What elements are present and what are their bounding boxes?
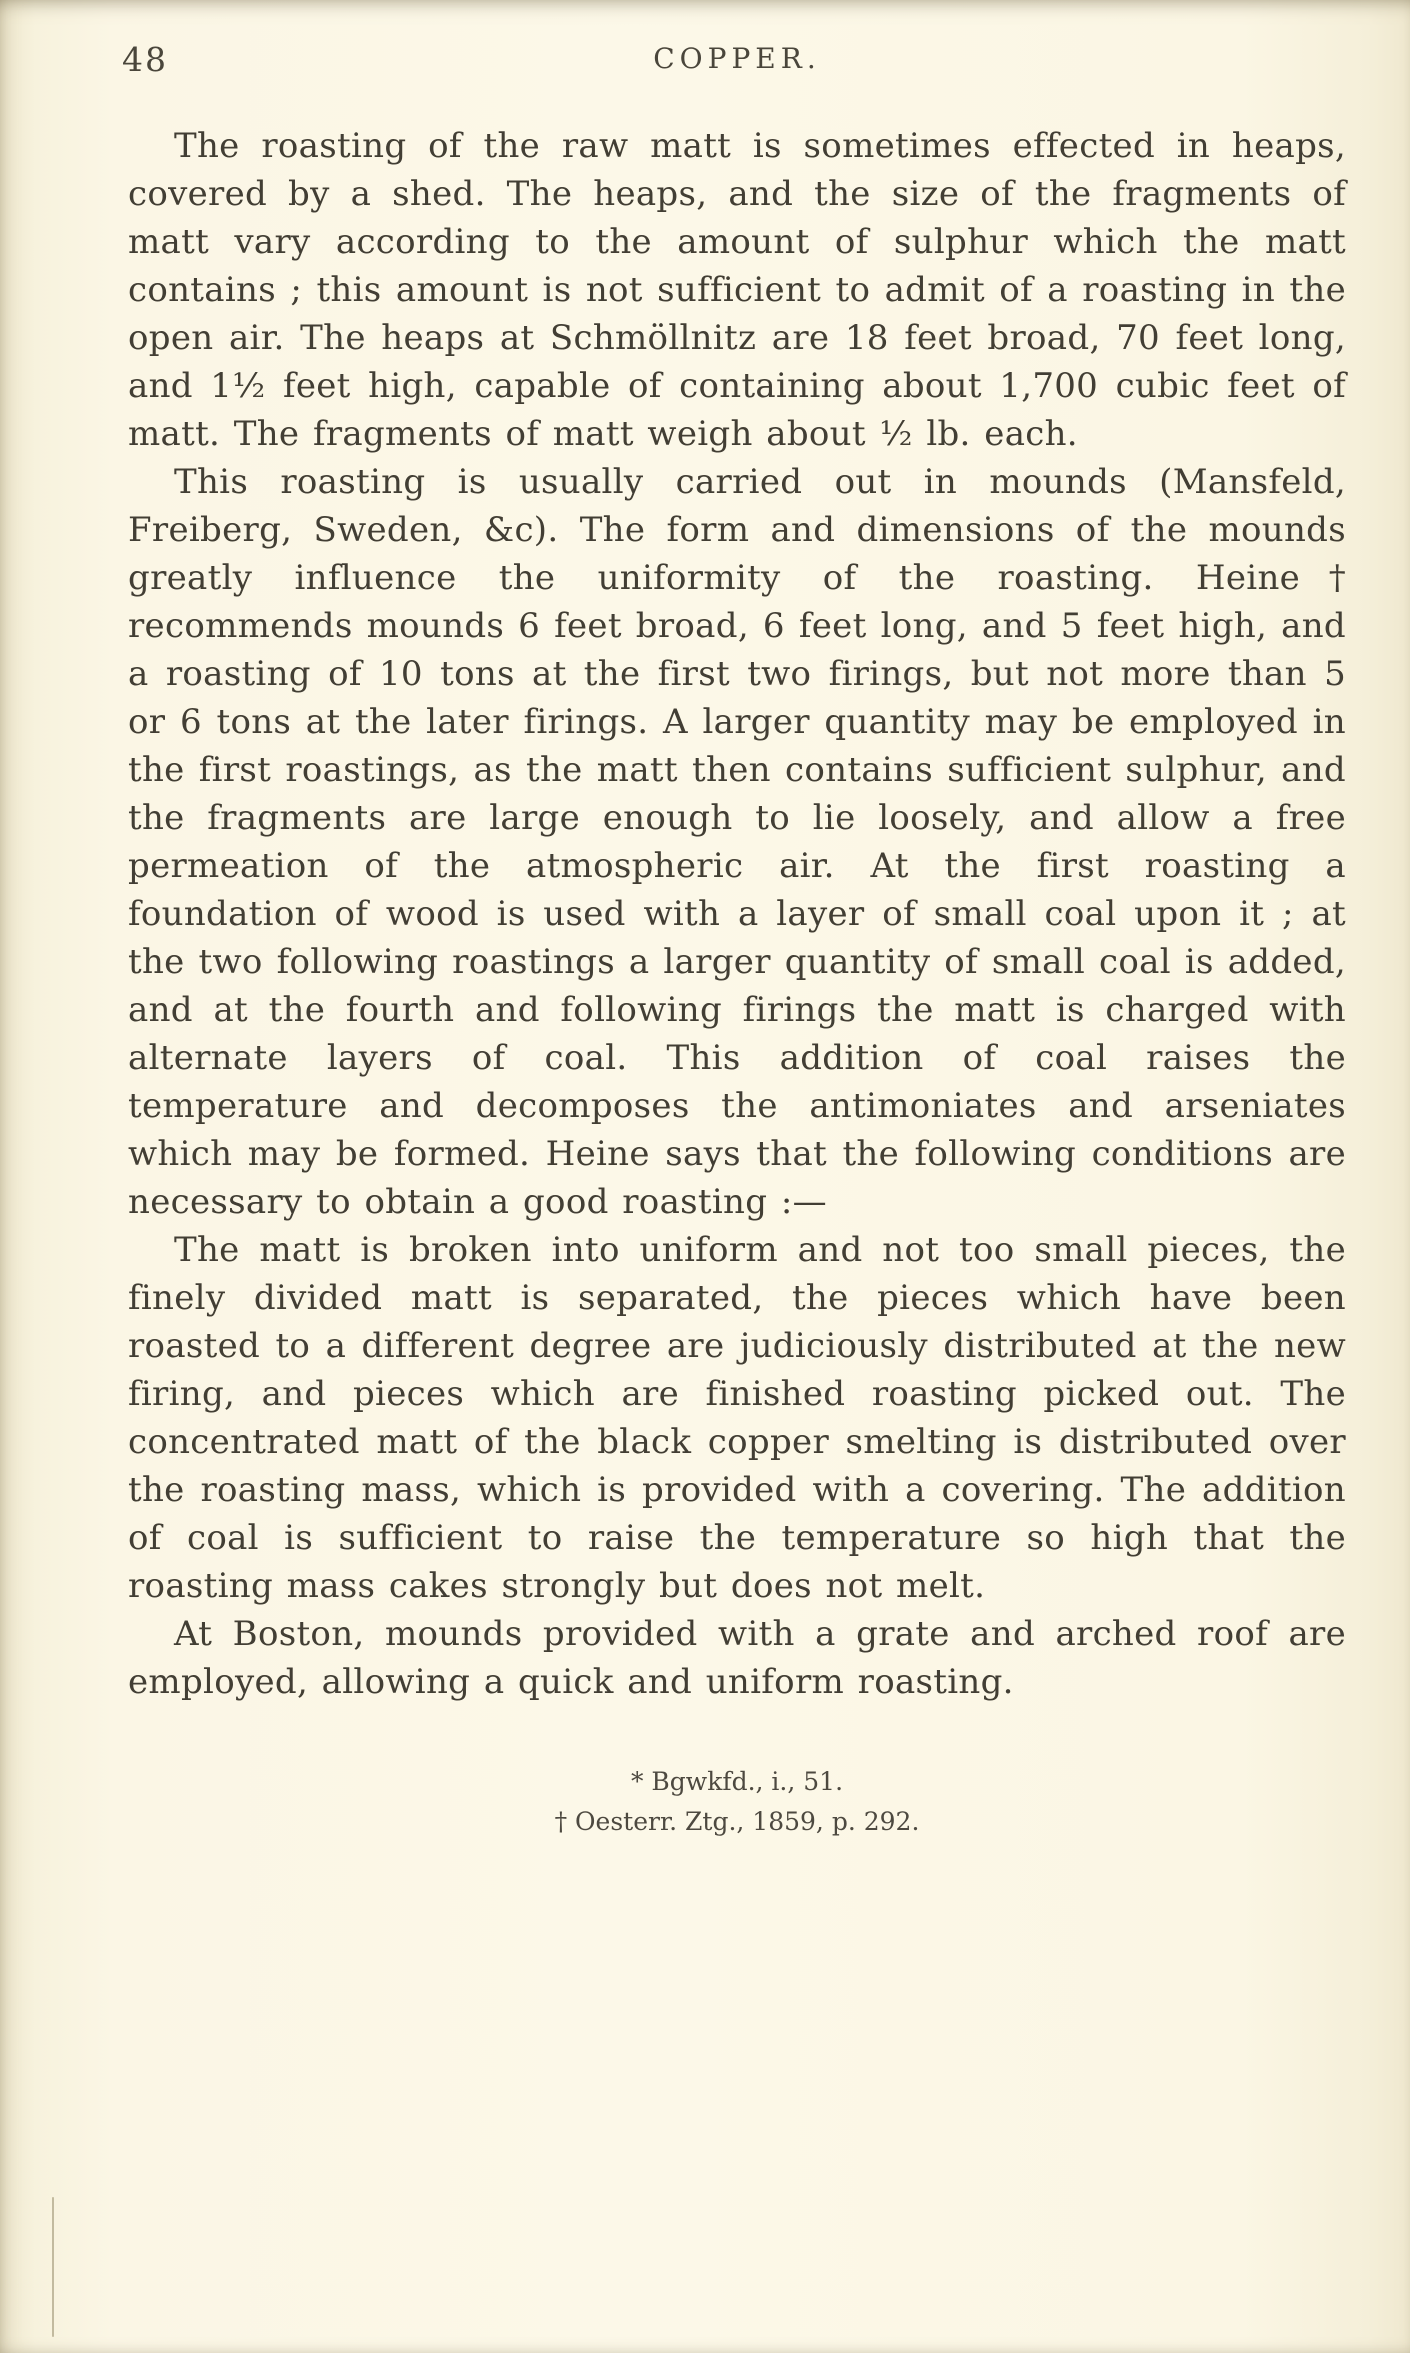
text-block: [122, 40, 1346, 1842]
paragraph-roasting-conditions: The matt is broken into uniform and not too small pieces, the finely divided matt is separated, the pieces which have been roasted to a different degree are judiciously distributed at the new firing, and pieces which are finished roasting picked out. The concentrated matt of the black copper smelting is distributed over the roasting mass, which is provided with a covering. The addition of coal is sufficient to raise the temperature so high that the roasting mass cakes strongly but does not melt.: [128, 1230, 1346, 1606]
paragraph-roasting-heaps: The roasting of the raw matt is sometimes effected in heaps, covered by a shed. The heaps, and the size of the fragments of matt vary according to the amount of sulphur which the matt contains ; this amount is not sufficient to admit of a roasting in the open air. The heaps at Schmöllnitz are 18 feet broad, 70 feet long, and 1½ feet high, capable of containing about 1,700 cubic feet of matt. The fragments of matt weigh about ½ lb. each.: [128, 126, 1346, 454]
page-header: [122, 40, 1346, 122]
scan-crease-artifact: [52, 2197, 54, 2337]
footnotes: [128, 1762, 1346, 1842]
running-head: COPPER.: [653, 42, 821, 75]
paragraph-mound-roasting: This roasting is usually carried out in mounds (Mansfeld, Freiberg, Sweden, &c). The form and dimensions of the mounds greatly influence the uniformity of the roasting. Heine† recommends mounds 6 feet broad, 6 feet long, and 5 feet high, and a roasting of 10 tons at the first two firings, but not more than 5 or 6 tons at the later firings. A larger quantity may be employed in the first roastings, as the matt then contains sufficient sulphur, and the fragments are large enough to lie loosely, and allow a free permeation of the atmospheric air. At the first roasting a foundation of wood is used with a layer of small coal upon it ; at the two following roastings a larger quantity of small coal is added, and at the fourth and following firings the matt is charged with alternate layers of coal. This addition of coal raises the temperature and decomposes the antimoniates and arseniates which may be formed. Heine says that the following conditions are necessary to obtain a good roasting :—: [128, 462, 1346, 1222]
paragraph-boston-mounds: At Boston, mounds provided with a grate and arched roof are employed, allowing a quick and uniform roasting.: [128, 1614, 1346, 1702]
page-number: 48: [122, 40, 168, 79]
footnote-dagger: † Oesterr. Ztg., 1859, p. 292.: [554, 1807, 920, 1836]
footnote-asterisk: * Bgwkfd., i., 51.: [630, 1767, 844, 1796]
page-body: [128, 122, 1346, 1706]
